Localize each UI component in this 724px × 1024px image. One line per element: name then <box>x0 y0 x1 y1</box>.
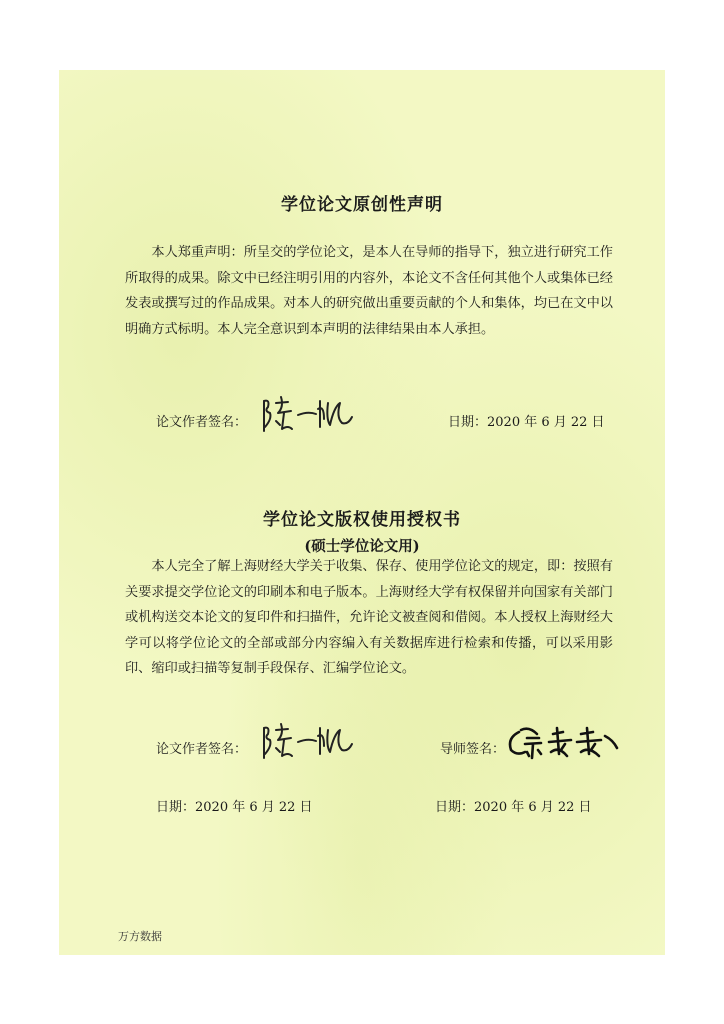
advisor-signature-label: 导师签名： <box>440 742 506 757</box>
wanfang-data-watermark: 万方数据 <box>118 930 162 943</box>
author-signature-label-2: 论文作者签名： <box>156 742 248 757</box>
author-handwritten-signature <box>258 393 358 437</box>
statement-date: 日期：2020 年 6 月 22 日 <box>448 415 605 430</box>
advisor-date: 日期：2020 年 6 月 22 日 <box>435 800 592 815</box>
author-handwritten-signature-2 <box>258 720 358 764</box>
advisor-handwritten-signature <box>505 724 623 764</box>
originality-statement-title: 学位论文原创性声明 <box>281 195 443 215</box>
originality-statement-body: 本人郑重声明：所呈交的学位论文，是本人在导师的指导下，独立进行研究工作所取得的成果。除文中已经注明引用的内容外，本论文不含任何其他个人或集体已经发表或撰写过的作品成果。对本人的研究做出重要贡献的个人和集体，均已在文中以明确方式标明。本人完全意识到本声明的法律结果由本人承担。 <box>125 245 613 337</box>
copyright-authorization-subtitle: (硕士学位论文用) <box>304 538 420 555</box>
copyright-authorization-title: 学位论文版权使用授权书 <box>263 510 461 530</box>
author-date: 日期：2020 年 6 月 22 日 <box>156 800 313 815</box>
copyright-authorization-body: 本人完全了解上海财经大学关于收集、保存、使用学位论文的规定，即：按照有关要求提交学位论文的印刷本和电子版本。上海财经大学有权保留并向国家有关部门或机构送交本论文的复印件和扫描件，允许论文被查阅和借阅。本人授权上海财经大学可以将学位论文的全部或部分内容编入有关数据库进行检索和传播，可以采用影印、缩印或扫描等复制手段保存、汇编学位论文。 <box>125 559 613 676</box>
author-signature-label: 论文作者签名： <box>156 415 248 430</box>
